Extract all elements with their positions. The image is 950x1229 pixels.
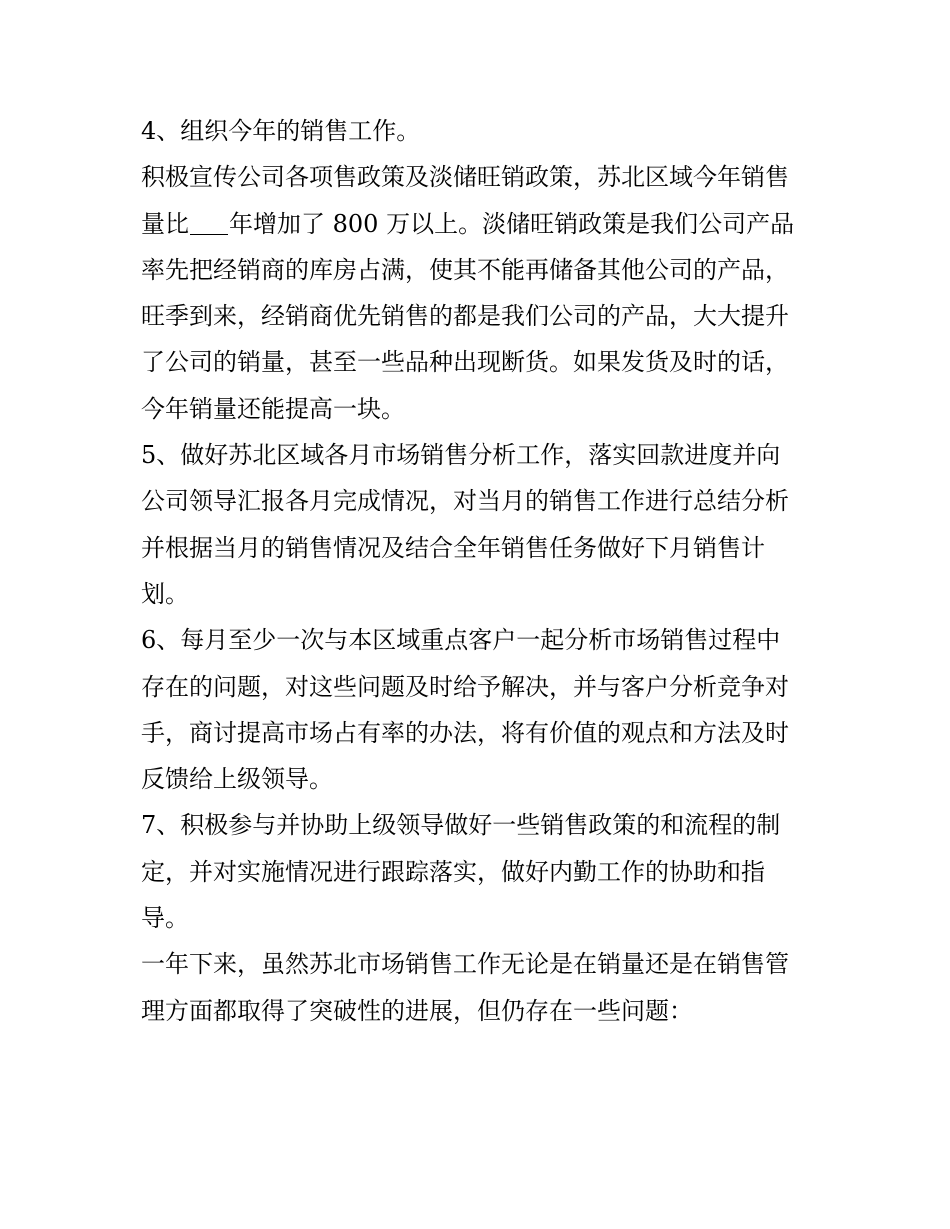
text-line: 5、做好苏北区域各月市场销售分析工作，落实回款进度并向 [141,441,781,470]
fill-in-blank [190,212,228,235]
text-line: 6、每月至少一次与本区域重点客户一起分析市场销售过程中 [141,626,781,655]
paragraph-item-4-heading [141,108,821,154]
text-line: 率先把经销商的库房占满，使其不能再储备其他公司的产品， [141,255,789,284]
text-segment: 量比 [141,209,189,238]
text-line: 手，商讨提高市场占有率的办法，将有价值的观点和方法及时 [141,718,789,747]
document-body [141,108,821,1034]
text-line: 了公司的销量，甚至一些品种出现断货。如果发货及时的话， [141,348,789,377]
paragraph-item-5 [141,432,821,617]
paragraph-summary [141,941,821,1034]
paragraph-item-6 [141,617,821,802]
text-line: 4、组织今年的销售工作。 [141,117,421,145]
text-segment: 年增加了 800 万以上。淡储旺销政策是我们公司产品 [229,209,795,238]
text-line: 积极宣传公司各项售政策及淡储旺销政策，苏北区域今年销售 [141,163,789,192]
text-line: 理方面都取得了突破性的进展，但仍存在一些问题： [141,996,693,1025]
text-line: 导。 [141,904,189,933]
text-line: 7、积极参与并协助上级领导做好一些销售政策的和流程的制 [141,811,781,840]
paragraph-item-4-body [141,154,821,432]
paragraph-item-7 [141,802,821,941]
text-line: 并根据当月的销售情况及结合全年销售任务做好下月销售计 [141,533,765,562]
text-line: 一年下来，虽然苏北市场销售工作无论是在销量还是在销售管 [141,950,789,979]
text-line-with-blank [141,201,821,247]
text-line: 存在的问题，对这些问题及时给予解决，并与客户分析竞争对 [141,672,789,701]
text-line: 今年销量还能提高一块。 [141,394,405,423]
text-line: 定，并对实施情况进行跟踪落实，做好内勤工作的协助和指 [141,857,765,886]
text-line: 公司领导汇报各月完成情况，对当月的销售工作进行总结分析 [141,487,789,516]
text-line: 划。 [141,579,189,608]
text-line: 旺季到来，经销商优先销售的都是我们公司的产品，大大提升 [141,302,789,331]
text-line: 反馈给上级领导。 [141,765,333,794]
